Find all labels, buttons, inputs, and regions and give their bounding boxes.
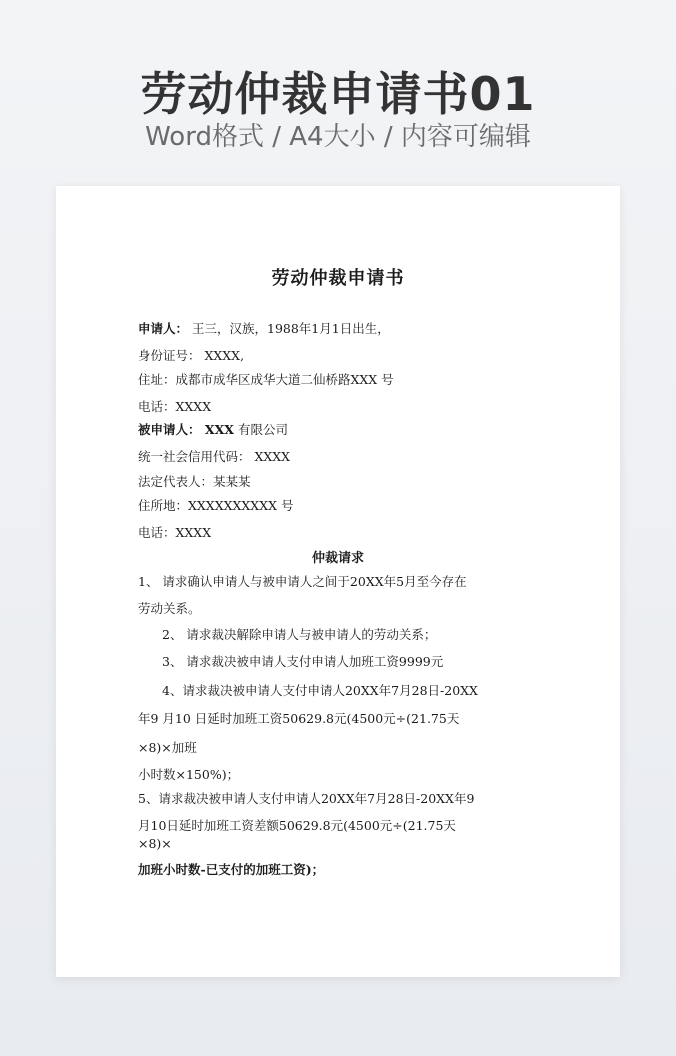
- document-page: [56, 186, 620, 977]
- applicant-label: 申请人：: [138, 321, 189, 336]
- banner-title: 劳动仲裁申请书01: [140, 67, 536, 121]
- banner-subtitle: Word格式 / A4大小 / 内容可编辑: [145, 122, 531, 152]
- respondent-residence: 住所地：XXXXXXXXXX 号: [138, 498, 294, 513]
- request-3: 3、 请求裁决被申请人支付申请人加班工资9999元: [162, 654, 444, 669]
- request-5-line-4: 加班小时数-已支付的加班工资)；: [138, 862, 325, 877]
- applicant-phone: 电话：XXXX: [138, 399, 212, 414]
- respondent-phone: 电话：XXXX: [138, 525, 212, 540]
- applicant-id: 身份证号： XXXX,: [138, 348, 245, 363]
- request-2: 2、 请求裁决解除申请人与被申请人的劳动关系；: [162, 627, 437, 642]
- respondent-legal-rep: 法定代表人：某某某: [138, 474, 251, 489]
- request-5-line-2: 月10日延时加班工资差额50629.8元(4500元÷(21.75天: [138, 818, 456, 833]
- respondent-credit-code: 统一社会信用代码： XXXX: [138, 449, 291, 464]
- document-title: 劳动仲裁申请书: [271, 268, 405, 289]
- respondent-line: [138, 421, 288, 439]
- request-1-line-1: 1、 请求确认申请人与被申请人之间于20XX年5月至今存在: [138, 574, 467, 589]
- request-5-line-3: ×8)×: [138, 836, 172, 851]
- requests-heading: 仲裁请求: [311, 551, 364, 566]
- respondent-label: 被申请人：: [138, 422, 201, 437]
- request-1-line-2: 劳动关系。: [138, 601, 201, 616]
- request-5-line-1: 5、请求裁决被申请人支付申请人20XX年7月28日-20XX年9: [138, 791, 475, 806]
- respondent-name: XXX: [200, 422, 234, 437]
- request-4-line-2: 年9 月10 日延时加班工资50629.8元(4500元÷(21.75天: [138, 711, 460, 726]
- request-4-line-1: 4、请求裁决被申请人支付申请人20XX年7月28日-20XX: [162, 683, 478, 698]
- respondent-name-rest: 有限公司: [233, 422, 288, 437]
- applicant-address: 住址：成都市成华区成华大道二仙桥路XXX 号: [138, 372, 394, 387]
- request-4-line-3: ×8)×加班: [138, 740, 197, 755]
- request-4-line-4: 小时数×150%)；: [138, 767, 240, 782]
- applicant-info: 王三，汉族，1988年1月1日出生，: [188, 321, 390, 336]
- applicant-line: [138, 320, 390, 338]
